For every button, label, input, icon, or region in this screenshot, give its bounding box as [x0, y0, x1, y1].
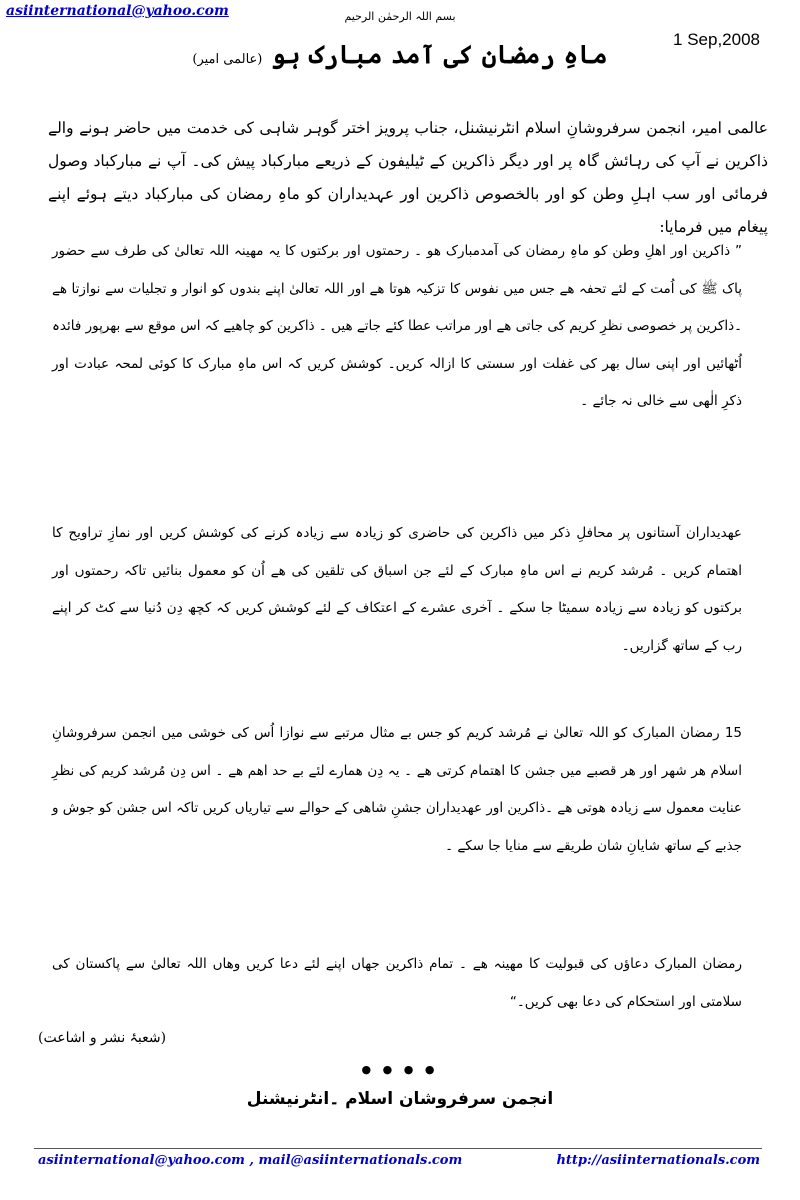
organization-name: انجمن سرفروشان اسلام ۔انٹرنیشنل: [246, 1089, 554, 1109]
title-sub: (عالمی امیر): [192, 52, 263, 67]
footer-emails[interactable]: asiinternational@yahoo.com , mail@asiinternationals.com: [38, 1153, 463, 1168]
star-divider: ● ● ● ●: [361, 1063, 439, 1076]
title-text: ماہِ رمضان کی آمد مبارک ہو: [271, 40, 608, 69]
footer-website-link[interactable]: http://asiinternationals.com: [556, 1153, 760, 1168]
intro-paragraph: عالمی امیر، انجمن سرفروشانِ اسلام انٹرنیشنل، جناب پرویز اختر گوہر شاہی کی خدمت میں حاضر ہونے والے ذاکرین نے آپ کی رہائش گاہ پر اور دیگر ذاکرین کے ٹیلیفون کے ذریعے مبارکباد پیش کی۔ آپ نے مبارکباد وصول فرمائی اور سب اہلِ وطن کو اور بالخصوص ذاکرین اور عہدیداران کو ماہِ رمضان کی مبارکباد دیتے ہوئے اپنے پیغام میں فرمایا:: [48, 119, 768, 236]
header-email[interactable]: asiinternational@yahoo.com: [6, 3, 229, 19]
message-paragraph-4: رمضان المبارک دعاؤں کی قبولیت کا مھینہ ھے ۔ تمام ذاکرین جھاں اپنے لئے دعا کریں وھاں اللہ تعالیٰ سے پاکستان کی سلامتی اور استحکام کی دعا بھی کریں۔“: [52, 956, 742, 1010]
message-paragraph-3: 15 رمضان المبارک کو اللہ تعالیٰ نے مُرشد کریم کو جس بے مثال مرتبے سے نوازا اُس کی خوشی میں انجمن سرفروشانِ اسلام ھر شھر اور ھر قصبے میں جشن کا اھتمام کرتی ھے ۔ یہ دِن ھمارے لئے بے حد اھم ھے ۔ اس دِن مُرشد کریم کی نظرِ عنایت معمول سے زیادہ ھوتی ھے ۔ذاکرین اور عھدیداران جشنِ شاھی کے حوالے سے تیاریاں کریں تاکہ اس جشن کو جوش و جذبے کے ساتھ شایانِ شان طریقے سے منایا جا سکے ۔: [52, 725, 742, 854]
date: 1 Sep,2008: [673, 30, 760, 49]
page-title: [0, 40, 800, 69]
footer-divider: [34, 1148, 762, 1149]
bismillah: بسم اللہ الرحمٰن الرحیم: [344, 10, 456, 23]
message-paragraph-2: عھدیداران آستانوں پر محافلِ ذکر میں ذاکرین کی حاضری کو زیادہ سے زیادہ کرنے کی کوشش کریں اور نمازِ تراویح کا اھتمام کریں ۔ مُرشد کریم نے اس ماہِ مبارک کے لئے جن اسباق کی تلقین کی ھے اُن کو معمول بنائیں تاکہ رحمتوں اور برکتوں کو زیادہ سے زیادہ سمیٹا جا سکے ۔ آخری عشرے کے اعتکاف کے لئے کوشش کریں کہ کچھ دِن دُنیا سے کٹ کر اپنے رب کے ساتھ گزاریں۔: [52, 525, 742, 654]
department-signature: (شعبۂ نشر و اشاعت): [38, 1030, 167, 1046]
message-paragraph-1: ” ذاکرین اور اھلِ وطن کو ماہِ رمضان کی آمدمبارک ھو ۔ رحمتوں اور برکتوں کا یہ مھینہ اللہ تعالیٰ کی طرف سے حضور پاک ﷺ کی اُمت کے لئے تحفہ ھے جس میں نفوس کا تزکیہ ھوتا ھے اور اللہ تعالیٰ اپنے بندوں کو انوار و تجلیات سے نوازتا ھے ۔ذاکرین پر خصوصی نظرِ کریم کی جاتی ھے اور مراتب عطا کئے جاتے ھیں ۔ ذاکرین کو چاھیے کہ اس موقع سے بھرپور فائدہ اُٹھائیں اور اپنی سال بھر کی غفلت اور سستی کا ازالہ کریں۔ کوشش کریں کہ اس ماہِ مبارک کا کوئی لمحہ عبادت اور ذکرِ الٰھی سے خالی نہ جائے ۔: [52, 243, 742, 409]
